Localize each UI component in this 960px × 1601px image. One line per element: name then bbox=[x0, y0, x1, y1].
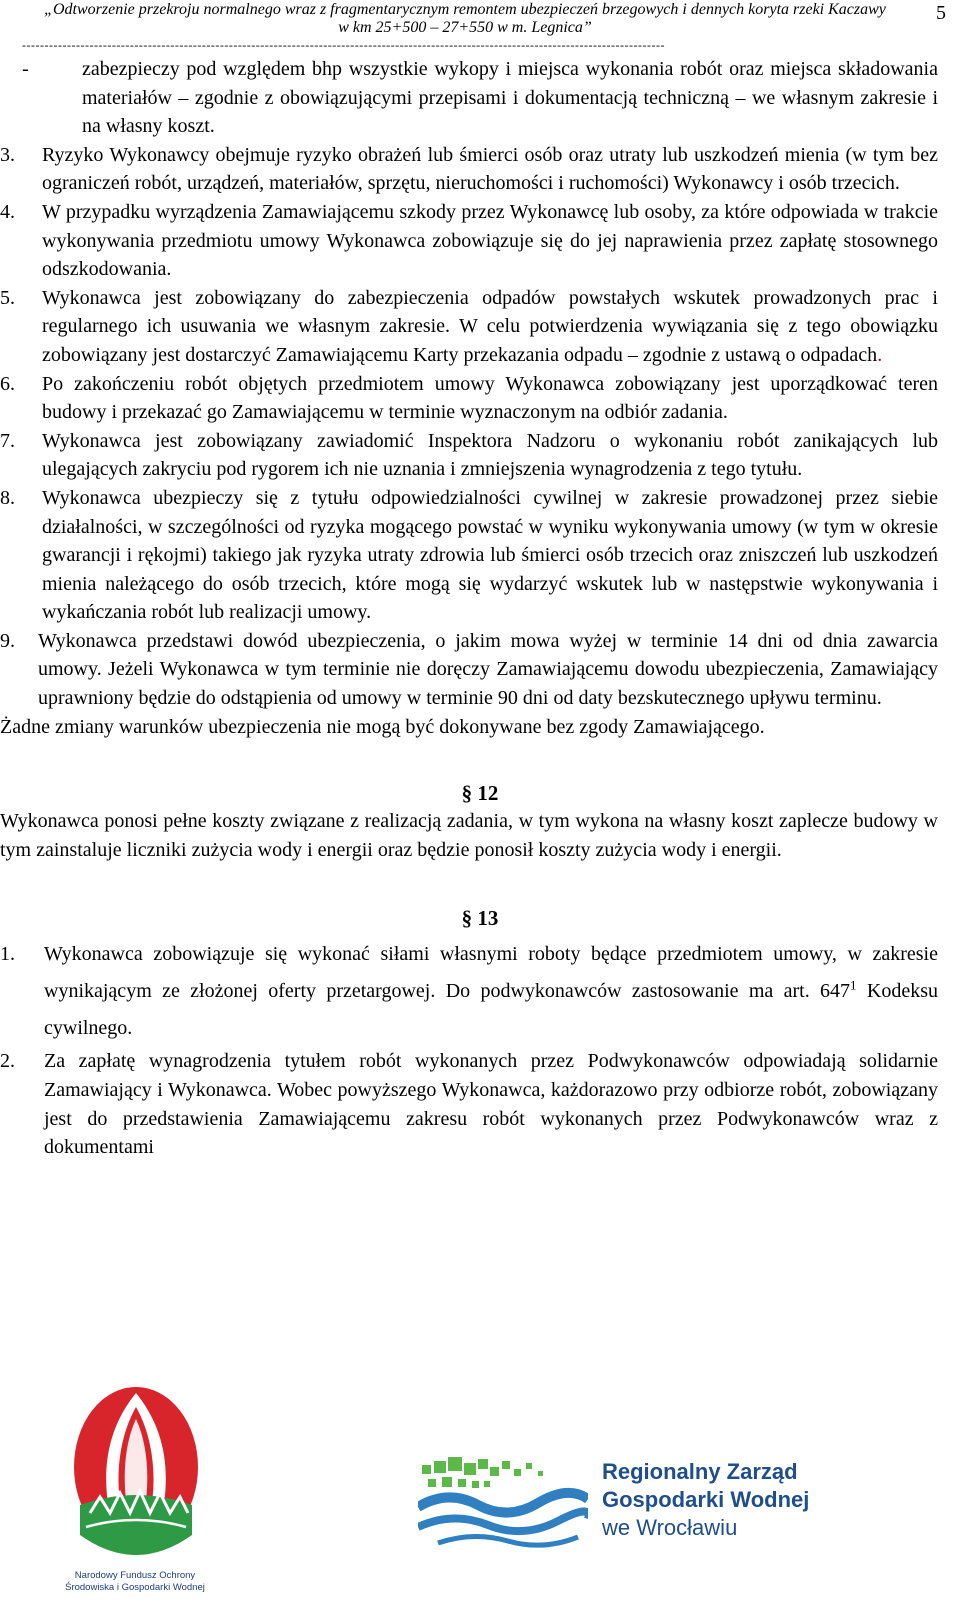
nfos-caption bbox=[60, 1570, 210, 1594]
list-number: 6. bbox=[0, 372, 15, 395]
list-item-6 bbox=[0, 370, 960, 427]
list-number: 4. bbox=[0, 200, 15, 223]
rzgw-line2: Gospodarki Wodnej bbox=[602, 1487, 810, 1512]
list-item-9 bbox=[0, 627, 960, 713]
document-body bbox=[0, 55, 960, 1162]
list-text: Wykonawca jest zobowiązany zawiadomić Inspektora Nadzoru o wykonaniu robót zanikających lub ulegających zakryciu pod rygorem ich nie uznania i zmniejszenia wynagrodzenia z tego tytułu. bbox=[42, 429, 938, 481]
header-title-line2: w km 25+500 – 27+550 w m. Legnica” bbox=[338, 19, 592, 36]
list-item-8 bbox=[0, 484, 960, 627]
bullet-text: zabezpieczy pod względem bhp wszystkie wykopy i miejsca wykonania robót oraz miejsca składowania materiałów – zgodnie z obowiązującymi przepisami i dokumentacją techniczną – we własnym zakresie i na własny koszt. bbox=[82, 58, 938, 138]
list-text-tail: . bbox=[877, 343, 883, 366]
rzgw-line3: we Wrocławiu bbox=[602, 1515, 738, 1540]
rzgw-name bbox=[602, 1458, 809, 1542]
list-item-4 bbox=[0, 198, 960, 284]
list-number: 3. bbox=[0, 143, 15, 166]
page-header bbox=[0, 0, 960, 52]
list-number: 5. bbox=[0, 286, 15, 309]
bullet-item bbox=[0, 55, 960, 141]
nfos-caption-line1: Narodowy Fundusz Ochrony bbox=[74, 1570, 196, 1581]
section-13-item-1 bbox=[0, 936, 960, 1047]
list-text-tail: Kodeksu cywilnego. bbox=[44, 980, 938, 1040]
closing-text: Żadne zmiany warunków ubezpieczenia nie mogą być dokonywane bez zgody Zamawiającego. bbox=[0, 715, 765, 738]
list-text: Wykonawca przedstawi dowód ubezpieczenia, o jakim mowa wyżej w terminie 14 dni od dnia zawarcia umowy. Jeżeli Wykonawca w tym terminie nie doręczy Zamawiającemu dowodu ubezpieczenia, Zamawiający uprawniony będzie do odstąpienia od umowy w terminie 90 dni od daty bezskutecznego upływu terminu. bbox=[38, 629, 938, 710]
list-text: Wykonawca zobowiązuje się wykonać siłami własnymi roboty będące przedmiotem umowy, w zakresie wynikającym ze złożonej oferty przetargowej. Do podwykonawców zastosowanie ma art. 647 bbox=[44, 943, 938, 1003]
section-heading-13: § 13 bbox=[461, 906, 499, 931]
list-item-5 bbox=[0, 284, 960, 370]
page-number: 5 bbox=[936, 2, 946, 24]
rzgw-line1: Regionalny Zarząd bbox=[602, 1459, 798, 1484]
list-item-7 bbox=[0, 427, 960, 484]
rzgw-logo-icon bbox=[418, 1455, 588, 1551]
header-separator: ----------------------------------------------------------------------------------------------------------------------------------------------- bbox=[22, 38, 665, 52]
nfos-caption-line2: Środowiska i Gospodarki Wodnej bbox=[65, 1582, 205, 1593]
list-number: 8. bbox=[0, 486, 15, 509]
list-text: Wykonawca jest zobowiązany do zabezpieczenia odpadów powstałych wskutek prowadzonych prac i regularnego ich usuwania we własnym zakresie. W celu potwierdzenia wywiązania się z tego obowiązku zobowiązany jest dostarczyć Zamawiającemu Karty przekazania odpadu – zgodnie z ustawą o odpadach bbox=[42, 286, 938, 366]
bullet-dash: - bbox=[22, 58, 29, 80]
section-13-item-2 bbox=[0, 1047, 960, 1161]
list-number: 2. bbox=[0, 1050, 15, 1073]
list-text: Za zapłatę wynagrodzenia tytułem robót wykonanych przez Podwykonawców odpowiadają solidarnie Zamawiający i Wykonawca. Wobec powyższego Wykonawca, każdorazowo przy odbiorze robót, zobowiązany jest do przedstawienia Zamawiającemu zakresu robót wykonanych przez Podwykonawców wraz z dokumentami bbox=[44, 1050, 938, 1159]
header-title-line1: „Odtworzenie przekroju normalnego wraz z fragmentarycznym remontem ubezpieczeń brzegowych i dennych koryta rzeki Kaczawy bbox=[44, 1, 886, 18]
section-12-paragraph: Wykonawca ponosi pełne koszty związane z realizacją zadania, w tym wykona na własny koszt zaplecze budowy w tym zainstaluje liczniki zużycia wody i energii oraz będzie ponosił koszty zużycia wody i energii. bbox=[0, 810, 938, 861]
section-heading-12: § 12 bbox=[461, 781, 499, 806]
list-number: 1. bbox=[0, 943, 15, 966]
nfos-logo-icon bbox=[70, 1385, 202, 1570]
list-number: 9. bbox=[0, 629, 15, 652]
list-text: Po zakończeniu robót objętych przedmiotem umowy Wykonawca zobowiązany jest uporządkować teren budowy i przekazać go Zamawiającemu w terminie wyznaczonym na odbiór zadania. bbox=[42, 372, 938, 424]
list-item-3 bbox=[0, 141, 960, 198]
closing-paragraph bbox=[0, 713, 960, 742]
list-text: Wykonawca ubezpieczy się z tytułu odpowiedzialności cywilnej w zakresie prowadzonej przez siebie działalności, w szczególności od ryzyka mogącego powstać w wyniku wykonywania umowy (w tym w okresie gwarancji i rękojmi) takiego jak ryzyka utraty zdrowia lub śmierci osób trzecich oraz zniszczeń lub uszkodzeń mienia należącego do osób trzecich, które mogą się wydarzyć wskutek lub w następstwie wykonywania i wykańczania robót lub realizacji umowy. bbox=[42, 486, 938, 624]
list-text: W przypadku wyrządzenia Zamawiającemu szkody przez Wykonawcę lub osoby, za które odpowiada w trakcie wykonywania przedmiotu umowy Wykonawca zobowiązuje się do jej naprawienia przez zapłatę stosownego odszkodowania. bbox=[42, 200, 938, 281]
list-text: Ryzyko Wykonawcy obejmuje ryzyko obrażeń lub śmierci osób oraz utraty lub uszkodzeń mienia (w tym bez ograniczeń robót, urządzeń, materiałów, sprzętu, nieruchomości i ruchomości) Wykonawcy i osób trzecich. bbox=[42, 143, 938, 195]
page-footer bbox=[0, 1385, 960, 1601]
superscript: 1 bbox=[850, 977, 857, 993]
list-number: 7. bbox=[0, 429, 15, 452]
